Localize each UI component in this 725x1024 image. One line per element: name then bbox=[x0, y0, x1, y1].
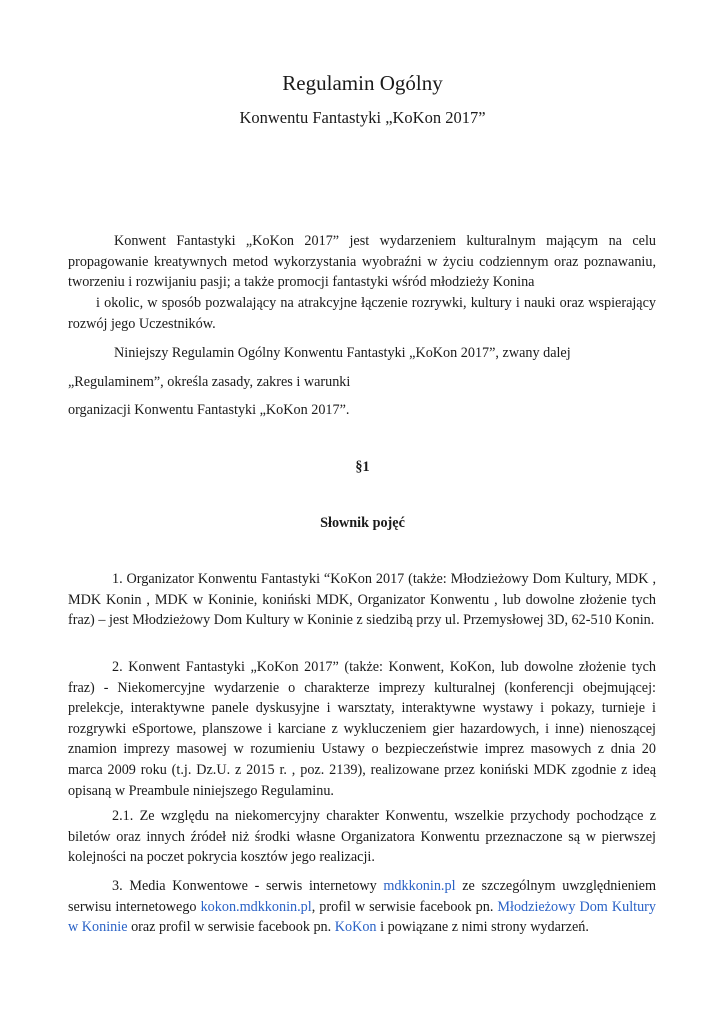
kokon-site-link[interactable]: kokon.mdkkonin.pl bbox=[200, 898, 312, 915]
regulation-definition-line-2: „Regulaminem”, określa zasady, zakres i warunki bbox=[68, 374, 351, 390]
section-heading: Słownik pojęć bbox=[320, 515, 405, 531]
item-3-text-2: ze szczególnym uwzględnieniem serwisu internetowego bbox=[68, 878, 656, 915]
mdkkonin-link[interactable]: mdkkonin.pl bbox=[383, 878, 456, 894]
intro-paragraph: Konwent Fantastyki „KoKon 2017” jest wydarzeniem kulturalnym mającym na celu propagowanie kreatywnych metod wykorzystania wyobraźni w życiu codziennym oraz poznawaniu, tworzeniu i rozwijaniu pasji; a także promocji fantastyki wśród młodzieży Konina bbox=[68, 233, 656, 291]
item-3-text-3: , profil w serwisie facebook pn. bbox=[311, 898, 498, 915]
definition-item-2: 2. Konwent Fantastyki „KoKon 2017” (także: Konwent, KoKon, lub dowolne złożenie tych fraz) - Niekomercyjne wydarzenie o charakterze imprezy kulturalnej (konferencji obejmującej: prelekcje, interaktywne panele dyskusyjne i warsztaty, interaktywne wystawy i pokazy, turnieje i rozgrywki eSportowe, planszowe i karciane z wykluczeniem gier hazardowych, i inne) nienoszącej znamion imprezy masowej w rozumieniu Ustawy o bezpieczeństwie imprez masowych z dnia 20 marca 2009 roku (t.j. Dz.U. z 2015 r. , poz. 2139), realizowane przez koniński MDK zgodnie z ideą opisaną w Preambule niniejszego Regulaminu. bbox=[68, 659, 656, 799]
definition-item-2-1: 2.1. Ze względu na niekomercyjny charakter Konwentu, wszelkie przychody pochodzące z biletów oraz innych źródeł niż środki własne Organizatora Konwentu przeznaczone są w pierwszej kolejności na poczet pokrycia kosztów jego realizacji. bbox=[68, 808, 656, 866]
intro-paragraph-continued: i okolic, w sposób pozwalający na atrakcyjne łączenie rozrywki, kultury i nauki oraz wspierający rozwój jego Uczestników. bbox=[68, 295, 656, 332]
section-number: §1 bbox=[355, 459, 370, 475]
regulation-definition-line-3: organizacji Konwentu Fantastyki „KoKon 2017”. bbox=[68, 402, 350, 418]
kokon-facebook-link[interactable]: KoKon bbox=[334, 919, 377, 936]
item-3-text-1: 3. Media Konwentowe - serwis internetowy bbox=[112, 878, 384, 894]
regulation-definition-line-1: Niniejszy Regulamin Ogólny Konwentu Fantastyki „KoKon 2017”, zwany dalej bbox=[114, 345, 571, 361]
document-subtitle: Konwentu Fantastyki „KoKon 2017” bbox=[239, 108, 486, 127]
document-title: Regulamin Ogólny bbox=[282, 71, 443, 95]
item-3-text-5: i powiązane z nimi strony wydarzeń. bbox=[376, 919, 589, 936]
mdk-facebook-link[interactable]: Młodzieżowy Dom Kultury w Koninie bbox=[68, 898, 656, 936]
item-3-text-4: oraz profil w serwisie facebook pn. bbox=[127, 919, 335, 936]
definition-item-3 bbox=[68, 876, 656, 938]
definition-item-1: 1. Organizator Konwentu Fantastyki “KoKon 2017 (także: Młodzieżowy Dom Kultury, MDK , MDK Konin , MDK w Koninie, koniński MDK, Organizator Konwentu , lub dowolne złożenie tych fraz) – jest Młodzieżowy Dom Kultury w Koninie z siedzibą przy ul. Przemysłowej 3D, 62-510 Konin. bbox=[68, 571, 656, 629]
